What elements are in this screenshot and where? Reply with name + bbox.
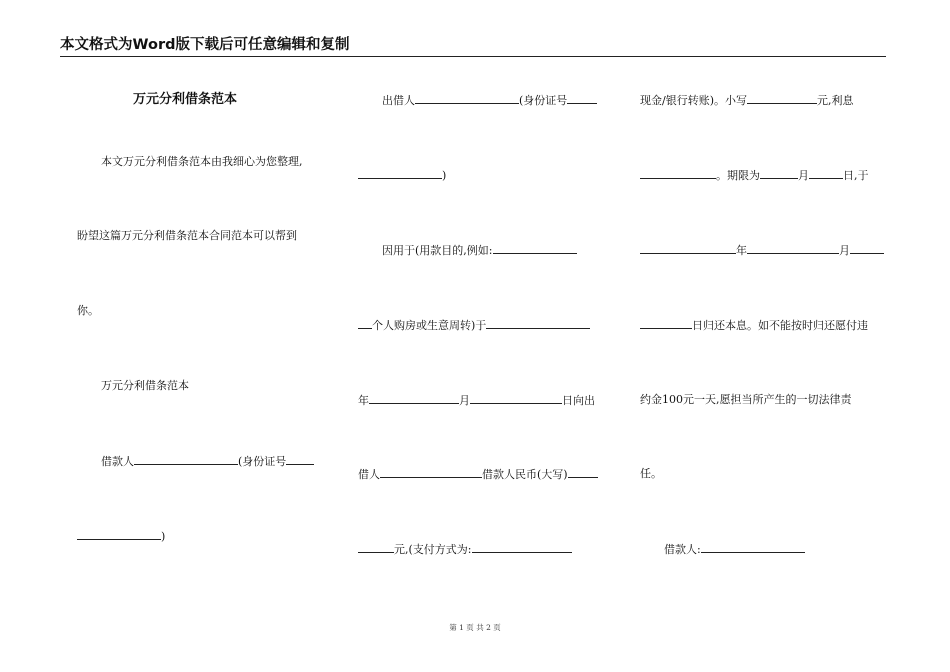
lender-name-blank[interactable] [415, 93, 519, 104]
borrower-line [101, 454, 314, 469]
id-blank-end[interactable] [77, 529, 161, 540]
lender-line [382, 93, 597, 108]
purpose-prefix: 因用于(用款目的,例如: [382, 244, 493, 257]
id-label: (身份证号 [238, 455, 287, 468]
amount-capital-blank[interactable] [568, 467, 598, 478]
borrow-prefix: 借人 [358, 468, 380, 481]
amount-small-blank[interactable] [747, 93, 817, 104]
payment-amount-line [640, 93, 854, 108]
year-label: 年 [358, 394, 369, 407]
intro-line-2: 盼望这篇万元分利借条范本合同范本可以帮到 [77, 229, 297, 242]
period-day-blank[interactable] [809, 168, 843, 179]
amount-capital-label: 借款人民币(大写) [482, 468, 568, 481]
lender-label: 出借人 [382, 94, 415, 107]
period-month-blank[interactable] [760, 168, 798, 179]
payment-method-line [358, 542, 572, 557]
purpose-continued-line [358, 318, 590, 333]
repay-text: 日归还本息。如不能按时归还愿付违 [692, 319, 868, 332]
lender-id-line [358, 168, 446, 183]
lender-id-blank-end[interactable] [358, 168, 442, 179]
interest-label: 元,利息 [817, 94, 854, 107]
repay-date-line [640, 243, 884, 258]
repay-month-label: 月 [839, 244, 850, 257]
penalty-line: 约金100元一天,愿担当所产生的一切法律责 [640, 393, 852, 406]
lender-close-paren: ) [442, 169, 447, 182]
repay-line [640, 318, 868, 333]
period-line [640, 168, 869, 183]
repay-year-label: 年 [736, 244, 747, 257]
intro-line-3: 你。 [77, 304, 99, 317]
purpose-suffix: 个人购房或生意周转)于 [372, 319, 487, 332]
payment-method-blank[interactable] [472, 542, 572, 553]
document-header: 本文格式为Word版下载后可任意编辑和复制 [60, 36, 886, 57]
intro-line-1: 本文万元分利借条范本由我细心为您整理, [101, 155, 303, 168]
period-day-label: 日,于 [843, 169, 869, 182]
borrower-label: 借款人 [101, 455, 134, 468]
day-to-label: 日向出 [562, 394, 595, 407]
date-line [358, 393, 595, 408]
payment-detail: 现金/银行转账)。小写 [640, 94, 747, 107]
purpose-blank-cont[interactable] [358, 318, 372, 329]
borrower-blank[interactable] [380, 467, 482, 478]
lender-id-label: (身份证号 [519, 94, 568, 107]
repay-day-blank-start[interactable] [850, 243, 884, 254]
close-paren: ) [161, 530, 166, 543]
repay-year-blank[interactable] [640, 243, 736, 254]
month-blank[interactable] [369, 393, 459, 404]
purpose-line [382, 243, 577, 258]
period-month-label: 月 [798, 169, 809, 182]
day-blank[interactable] [470, 393, 562, 404]
repay-month-blank[interactable] [747, 243, 839, 254]
amount-capital-blank-cont[interactable] [358, 542, 394, 553]
borrower-id-line [77, 529, 165, 544]
repay-day-blank[interactable] [640, 318, 692, 329]
interest-blank[interactable] [640, 168, 716, 179]
purpose-blank[interactable] [493, 243, 577, 254]
borrower-signature-blank[interactable] [701, 542, 805, 553]
id-blank-start[interactable] [286, 454, 314, 465]
borrow-amount-line [358, 467, 598, 482]
section-subtitle: 万元分利借条范本 [101, 379, 189, 392]
payment-method-label: 元,(支付方式为: [394, 543, 472, 556]
document-title: 万元分利借条范本 [133, 92, 238, 107]
borrower-name-blank[interactable] [134, 454, 238, 465]
responsibility-line: 任。 [640, 467, 662, 480]
period-label: 。期限为 [716, 169, 760, 182]
month-label: 月 [459, 394, 470, 407]
borrower-sign-label: 借款人: [664, 543, 701, 556]
date-blank-start[interactable] [486, 318, 590, 329]
page-footer: 第 1 页 共 2 页 [449, 623, 501, 632]
lender-id-blank-start[interactable] [567, 93, 597, 104]
borrower-signature-line [664, 542, 805, 557]
